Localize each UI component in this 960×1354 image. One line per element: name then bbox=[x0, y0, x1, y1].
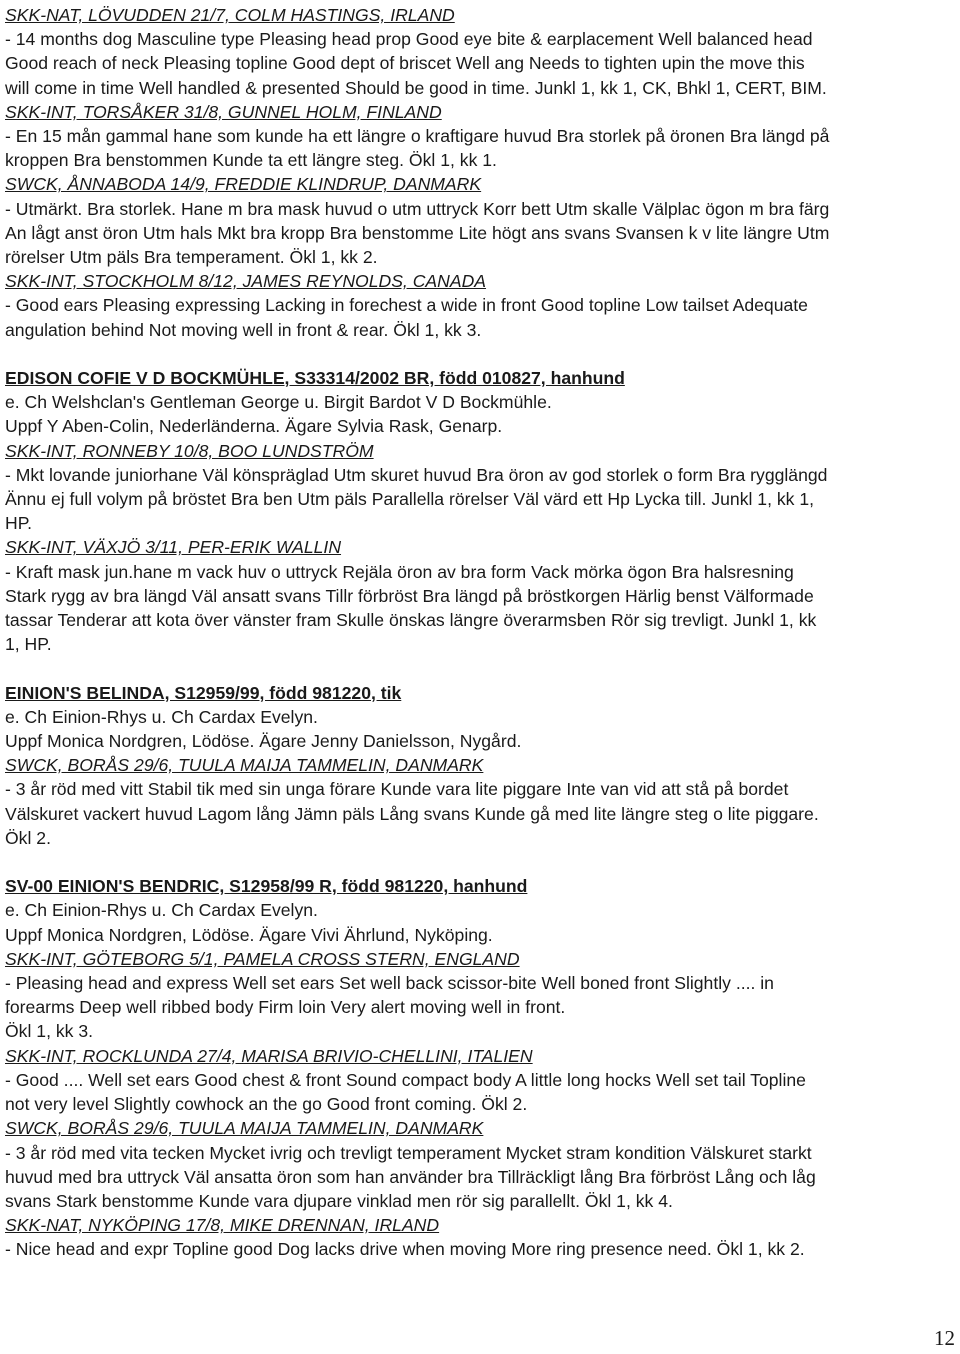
show-judge-heading: SKK-INT, ROCKLUNDA 27/4, MARISA BRIVIO-CHELLINI, ITALIEN bbox=[5, 1045, 533, 1066]
critique-line: e. Ch Welshclan's Gentleman George u. Birgit Bardot V D Bockmühle. bbox=[5, 392, 552, 413]
show-judge-heading: SWCK, BORÅS 29/6, TUULA MAIJA TAMMELIN, DANMARK bbox=[5, 1118, 484, 1139]
critique-line: - En 15 mån gammal hane som kunde ha ett längre o kraftigare huvud Bra storlek på öronen Bra längd på bbox=[5, 126, 830, 147]
critique-line: forearms Deep well ribbed body Firm loin Very alert moving well in front. bbox=[5, 997, 566, 1018]
show-judge-heading: SKK-INT, STOCKHOLM 8/12, JAMES REYNOLDS, CANADA bbox=[5, 271, 487, 292]
critique-line: Välskuret vackert huvud Lagom lång Jämn päls Lång svans Kunde gå med lite längre steg o lite piggare. bbox=[5, 803, 819, 824]
critique-line: Uppf Y Aben-Colin, Nederländerna. Ägare Sylvia Rask, Genarp. bbox=[5, 416, 503, 437]
critique-line: rörelser Utm päls Bra temperament. Ökl 1, kk 2. bbox=[5, 247, 378, 268]
critique-line: - 14 months dog Masculine type Pleasing head prop Good eye bite & earplacement Well balanced head bbox=[5, 29, 813, 50]
page-number: 12 bbox=[934, 1326, 955, 1350]
critique-line: Uppf Monica Nordgren, Lödöse. Ägare Vivi Ährlund, Nyköping. bbox=[5, 924, 493, 945]
critique-line: svans Stark benstomme Kunde vara djupare vinklad men rör sig parallellt. Ökl 1, kk 4. bbox=[5, 1190, 673, 1211]
critique-line: kroppen Bra benstommen Kunde ta ett längre steg. Ökl 1, kk 1. bbox=[5, 150, 497, 171]
critique-line: tassar Tenderar att kota över vänster fram Skulle önskas längre överarmsben Rör sig trevligt. Junkl 1, kk bbox=[5, 610, 817, 631]
paragraph-gap bbox=[5, 850, 955, 874]
critique-line: 1, HP. bbox=[5, 634, 52, 655]
critique-line: huvud med bra uttryck Väl ansatta öron som han använder bra Tillräckligt lång Bra förbröst Lång och låg bbox=[5, 1166, 816, 1187]
show-judge-heading: SWCK, ÅNNABODA 14/9, FREDDIE KLINDRUP, DANMARK bbox=[5, 174, 482, 195]
critique-line: - 3 år röd med vita tecken Mycket ivrig och trevligt temperament Mycket stram kondition Välskuret starkt bbox=[5, 1142, 812, 1163]
dog-entry-title: EDISON COFIE V D BOCKMÜHLE, S33314/2002 BR, född 010827, hanhund bbox=[5, 368, 625, 389]
show-judge-heading: SWCK, BORÅS 29/6, TUULA MAIJA TAMMELIN, DANMARK bbox=[5, 755, 484, 776]
critique-line: - Pleasing head and express Well set ears Set well back scissor-bite Well boned front Slightly .... in bbox=[5, 973, 774, 994]
critique-line: - Mkt lovande juniorhane Väl könspräglad Utm skuret huvud Bra öron av god storlek o form Bra rygglängd bbox=[5, 464, 828, 485]
critique-line: Stark rygg av bra längd Väl ansatt svans Tillr förbröst Bra längd på bröstkorgen Härlig benst Välformade bbox=[5, 585, 814, 606]
show-judge-heading: SKK-NAT, NYKÖPING 17/8, MIKE DRENNAN, IRLAND bbox=[5, 1215, 440, 1236]
critique-line: - Good .... Well set ears Good chest & front Sound compact body A little long hocks Well set tail Topline bbox=[5, 1069, 806, 1090]
critique-line: angulation behind Not moving well in front & rear. Ökl 1, kk 3. bbox=[5, 319, 482, 340]
dog-entry-title: SV-00 EINION'S BENDRIC, S12958/99 R, född 981220, hanhund bbox=[5, 876, 528, 897]
critique-line: - Utmärkt. Bra storlek. Hane m bra mask huvud o utm uttryck Korr bett Utm skalle Välplac ögon m bra färg bbox=[5, 198, 830, 219]
critique-line: - Good ears Pleasing expressing Lacking in forechest a wide in front Good topline Low tailset Adequate bbox=[5, 295, 808, 316]
critique-line: e. Ch Einion-Rhys u. Ch Cardax Evelyn. bbox=[5, 900, 318, 921]
critique-line: - 3 år röd med vitt Stabil tik med sin unga förare Kunde vara lite piggare Inte van vid att stå på bordet bbox=[5, 779, 789, 800]
critique-line: not very level Slightly cowhock an the go Good front coming. Ökl 2. bbox=[5, 1094, 528, 1115]
dog-entry-title: EINION'S BELINDA, S12959/99, född 981220, tik bbox=[5, 682, 402, 703]
critique-line: Uppf Monica Nordgren, Lödöse. Ägare Jenny Danielsson, Nygård. bbox=[5, 731, 522, 752]
critique-line: - Kraft mask jun.hane m vack huv o uttryck Rejäla öron av bra form Vack mörka ögon Bra halsresning bbox=[5, 561, 794, 582]
show-judge-heading: SKK-INT, VÄXJÖ 3/11, PER-ERIK WALLIN bbox=[5, 537, 342, 558]
critique-line: Ännu ej full volym på bröstet Bra ben Utm päls Parallella rörelser Väl värd ett Hp Lycka till. Junkl 1, kk 1, bbox=[5, 489, 815, 510]
critique-line: HP. bbox=[5, 513, 33, 534]
critique-line: An lågt anst öron Utm hals Mkt bra kropp Bra benstomme Lite högt ans svans Svansen k v lite längre Utm bbox=[5, 222, 830, 243]
critique-line: Good reach of neck Pleasing topline Good dept of briscet Well ang Needs to tighten upin the move this bbox=[5, 53, 805, 74]
show-judge-heading: SKK-INT, RONNEBY 10/8, BOO LUNDSTRÖM bbox=[5, 440, 374, 461]
critique-line: e. Ch Einion-Rhys u. Ch Cardax Evelyn. bbox=[5, 706, 318, 727]
critique-line: Ökl 1, kk 3. bbox=[5, 1021, 93, 1042]
critique-line: Ökl 2. bbox=[5, 827, 51, 848]
paragraph-gap bbox=[5, 656, 955, 680]
document-page bbox=[5, 3, 955, 1262]
paragraph-gap bbox=[5, 342, 955, 366]
show-judge-heading: SKK-INT, TORSÅKER 31/8, GUNNEL HOLM, FINLAND bbox=[5, 101, 442, 122]
critique-line: - Nice head and expr Topline good Dog lacks drive when moving More ring presence need. Ökl 1, kk 2. bbox=[5, 1239, 805, 1260]
critique-line: will come in time Well handled & presented Should be good in time. Junkl 1, kk 1, CK, Bhkl 1, CERT, BIM. bbox=[5, 77, 827, 98]
show-judge-heading: SKK-NAT, LÖVUDDEN 21/7, COLM HASTINGS, IRLAND bbox=[5, 5, 455, 25]
show-judge-heading: SKK-INT, GÖTEBORG 5/1, PAMELA CROSS STERN, ENGLAND bbox=[5, 948, 520, 969]
